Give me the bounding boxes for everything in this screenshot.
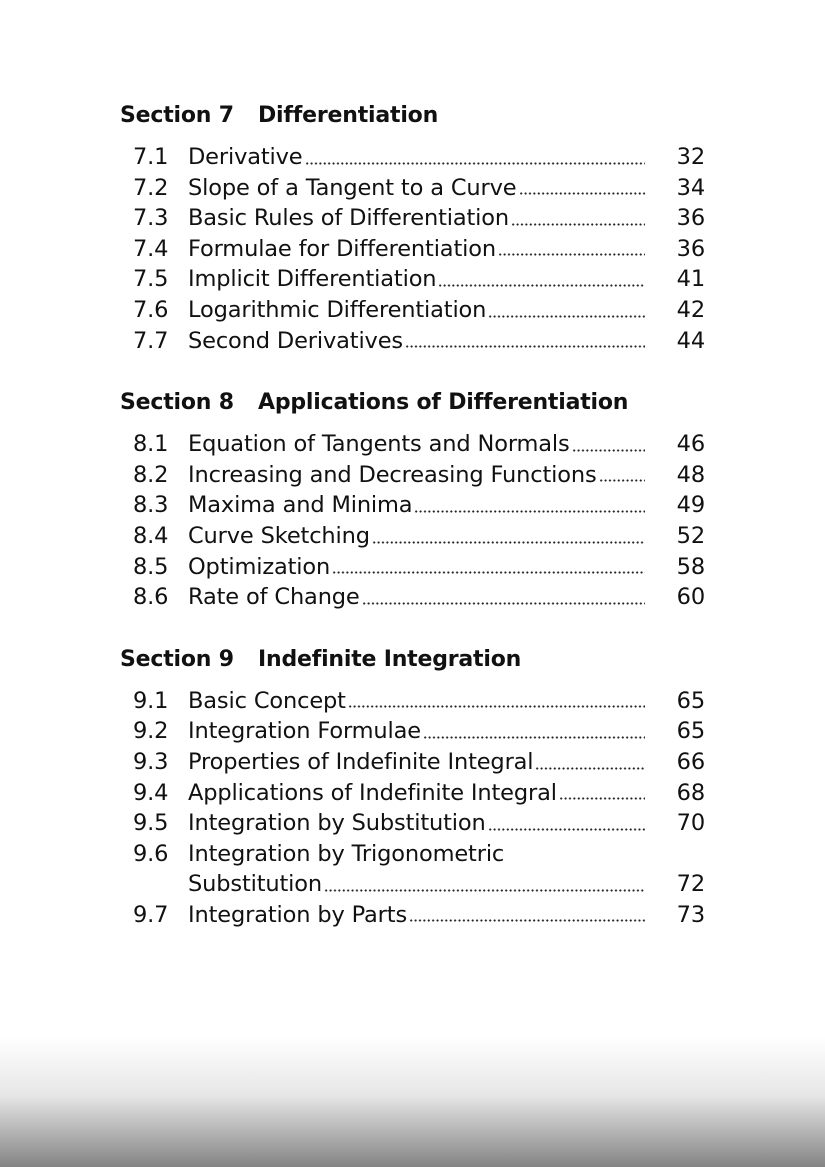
entry-page-number: 68 (676, 779, 705, 806)
entry-page-number: 36 (676, 205, 705, 232)
entry-title: Equation of Tangents and Normals (188, 431, 570, 458)
toc-entry[interactable] (133, 686, 705, 717)
entry-title: Applications of Indefinite Integral (188, 779, 557, 806)
toc-entry[interactable] (133, 142, 705, 173)
toc-entry[interactable] (133, 747, 705, 778)
section-title: Differentiation (258, 103, 439, 128)
dot-leader (409, 919, 645, 922)
dot-leader (405, 345, 645, 348)
section-title: Indefinite Integration (258, 646, 522, 672)
toc-entry[interactable] (133, 552, 705, 583)
entry-page-number: 44 (676, 327, 705, 354)
section-title: Applications of Differentiation (258, 390, 629, 416)
entry-number: 9.2 (133, 718, 169, 745)
entry-list (133, 142, 705, 356)
entry-number: 7.7 (133, 327, 169, 354)
dot-leader (511, 223, 645, 226)
entry-page-number: 70 (676, 810, 705, 837)
toc-entry[interactable] (133, 173, 705, 204)
entry-page-number: 34 (676, 174, 705, 201)
entry-number: 7.1 (133, 144, 169, 170)
entry-number: 8.1 (133, 431, 169, 458)
entry-title: Integration by Trigonometric (188, 840, 505, 867)
dot-leader (599, 479, 645, 482)
dot-leader (519, 192, 646, 195)
entry-number: 7.6 (133, 296, 169, 323)
dot-leader (438, 284, 645, 287)
toc-entry[interactable] (133, 490, 705, 521)
section-heading (120, 387, 705, 419)
entry-number: 8.5 (133, 553, 169, 580)
dot-leader (498, 253, 645, 256)
entry-title: Basic Concept (188, 687, 346, 714)
toc-entry[interactable] (133, 234, 705, 265)
toc-entry[interactable] (133, 778, 705, 809)
entry-title: Derivative (188, 144, 303, 170)
entry-list (133, 686, 705, 931)
entry-page-number: 42 (676, 296, 705, 323)
toc-entry[interactable] (133, 716, 705, 747)
entry-number: 9.3 (133, 748, 169, 775)
section-label: Section 7 (120, 103, 234, 128)
entry-page-number: 73 (676, 901, 705, 928)
entry-number: 9.6 (133, 840, 169, 867)
entry-number: 9.5 (133, 810, 169, 837)
dot-leader (305, 162, 645, 165)
dot-leader (324, 889, 645, 892)
entry-page-number: 32 (676, 144, 705, 170)
entry-page-number: 66 (676, 748, 705, 775)
entry-title: Integration Formulae (188, 718, 421, 745)
entry-title: Maxima and Minima (188, 492, 413, 519)
section-label: Section 8 (120, 390, 234, 416)
section-heading (120, 100, 705, 132)
toc-entry[interactable] (133, 203, 705, 234)
entry-list (133, 429, 705, 613)
entry-page-number: 60 (676, 584, 705, 611)
section-9 (120, 644, 705, 931)
entry-title: Implicit Differentiation (188, 266, 437, 293)
toc-entry[interactable] (133, 808, 705, 839)
toc-entry[interactable] (133, 460, 705, 491)
toc-entry-continuation[interactable] (133, 869, 705, 900)
entry-title: Properties of Indefinite Integral (188, 748, 534, 775)
toc-entry[interactable] (133, 521, 705, 552)
entry-number: 9.1 (133, 687, 169, 714)
dot-leader (572, 449, 645, 452)
dot-leader (372, 541, 645, 544)
entry-page-number: 36 (676, 235, 705, 262)
entry-title: Second Derivatives (188, 327, 403, 354)
entry-title: Formulae for Differentiation (188, 235, 496, 262)
entry-number: 7.3 (133, 205, 169, 232)
dot-leader (362, 602, 645, 605)
section-8 (120, 387, 705, 613)
entry-number: 9.7 (133, 901, 169, 928)
dot-leader (488, 315, 645, 318)
entry-number: 9.4 (133, 779, 169, 806)
entry-title: Rate of Change (188, 584, 360, 611)
dot-leader (559, 797, 645, 800)
toc-entry[interactable] (133, 900, 705, 931)
toc-entry[interactable] (133, 295, 705, 326)
dot-leader (423, 736, 645, 739)
dot-leader (414, 510, 645, 513)
entry-title: Substitution (188, 871, 323, 898)
entry-title: Integration by Parts (188, 901, 408, 928)
entry-page-number: 65 (676, 718, 705, 745)
entry-title: Logarithmic Differentiation (188, 296, 487, 323)
entry-page-number: 41 (676, 266, 705, 293)
section-heading (120, 644, 705, 676)
entry-title: Slope of a Tangent to a Curve (188, 174, 517, 201)
entry-number: 7.2 (133, 174, 169, 201)
entry-page-number: 49 (676, 492, 705, 519)
section-label: Section 9 (120, 646, 234, 672)
entry-title: Curve Sketching (188, 522, 370, 549)
dot-leader (535, 767, 645, 770)
entry-title: Optimization (188, 553, 331, 580)
toc-entry[interactable] (133, 839, 705, 870)
entry-number: 7.4 (133, 235, 169, 262)
entry-title: Basic Rules of Differentiation (188, 205, 509, 232)
section-7 (120, 100, 705, 356)
entry-page-number: 58 (676, 553, 705, 580)
table-of-contents (120, 100, 705, 961)
entry-page-number: 72 (676, 871, 705, 898)
entry-page-number: 52 (676, 522, 705, 549)
toc-entry[interactable] (133, 429, 705, 460)
entry-number: 8.3 (133, 492, 169, 519)
entry-page-number: 48 (676, 461, 705, 488)
page-bottom-shadow (0, 1037, 825, 1167)
dot-leader (488, 828, 645, 831)
entry-number: 7.5 (133, 266, 169, 293)
dot-leader (332, 571, 645, 574)
entry-title: Integration by Substitution (188, 810, 486, 837)
entry-number: 8.6 (133, 584, 169, 611)
toc-entry[interactable] (133, 582, 705, 613)
entry-page-number: 46 (676, 431, 705, 458)
entry-title: Increasing and Decreasing Functions (188, 461, 597, 488)
entry-number: 8.4 (133, 522, 169, 549)
entry-number: 8.2 (133, 461, 169, 488)
toc-entry[interactable] (133, 326, 705, 357)
dot-leader (348, 705, 645, 708)
toc-entry[interactable] (133, 264, 705, 295)
entry-page-number: 65 (676, 687, 705, 714)
